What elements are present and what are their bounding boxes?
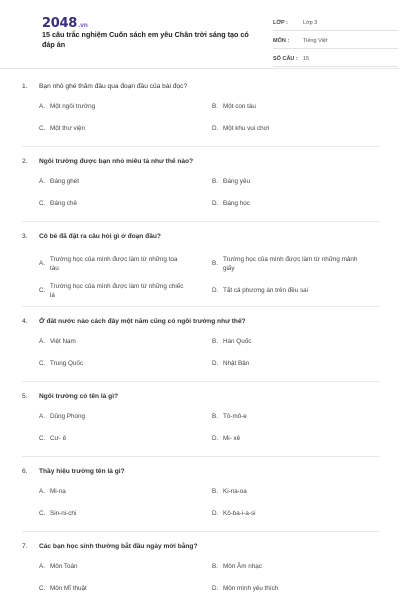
option-letter: D. [212, 360, 219, 367]
question-header [22, 390, 382, 410]
option-text: Kô-ba-i-a-si [223, 510, 256, 517]
meta-value: Lớp 3 [303, 20, 318, 26]
option-letter: D. [212, 125, 219, 132]
option-letter: A. [39, 488, 45, 495]
option-text: Đáng chê [50, 200, 77, 207]
option-c[interactable] [22, 432, 195, 454]
option-a[interactable] [22, 100, 195, 122]
option-d[interactable] [195, 357, 368, 379]
option-text: Một ngôi trường [50, 103, 96, 110]
option-b[interactable] [195, 100, 368, 122]
option-b[interactable] [195, 250, 368, 277]
option-text: Trường học của mình được làm từ những toa tàu [50, 255, 178, 272]
option-letter: C. [39, 585, 46, 592]
header-divider [0, 68, 400, 69]
option-letter: B. [212, 488, 218, 495]
meta-value: Tiếng Việt [303, 38, 328, 44]
option-text: Môn mình yêu thích [223, 585, 279, 592]
option-text: Mi-na [50, 488, 66, 495]
option-text: Đáng yêu [223, 178, 250, 185]
logo-text: 2048 [42, 16, 77, 31]
option-text: Trung Quốc [50, 360, 84, 367]
meta-label: MÔN : [273, 38, 290, 44]
question-text: Ngôi trường được bạn nhỏ miêu tả như thế nào? [39, 158, 194, 165]
meta-label: SỐ CÂU : [273, 56, 298, 62]
option-b[interactable] [195, 560, 368, 582]
question-6 [22, 465, 382, 532]
option-text: Đáng ghét [50, 178, 80, 185]
option-letter: A. [39, 103, 45, 110]
option-text: Tô-mô-e [223, 413, 247, 420]
option-text: Một con tàu [223, 103, 256, 110]
option-letter: D. [212, 585, 219, 592]
option-letter: A. [39, 260, 45, 267]
question-7 [22, 540, 382, 600]
question-list [22, 80, 382, 600]
site-logo[interactable] [42, 16, 88, 31]
option-letter: C. [39, 360, 46, 367]
option-c[interactable] [22, 507, 195, 529]
option-c[interactable] [22, 277, 195, 304]
question-number: 6. [22, 468, 28, 475]
option-text: Môn Âm nhạc [223, 563, 262, 570]
option-text: Trường học của mình được làm từ những mảnh giấy [223, 255, 358, 272]
question-divider [22, 306, 380, 307]
option-letter: D. [212, 435, 219, 442]
logo-suffix: .vn [77, 22, 88, 29]
options [22, 335, 382, 379]
question-text: Ở đất nước nào cách đây một năm cũng có ngôi trường như thế? [39, 318, 246, 325]
option-text: Việt Nam [50, 338, 76, 345]
option-text: Mi- xê [223, 435, 241, 442]
option-letter: B. [212, 178, 218, 185]
option-d[interactable] [195, 582, 368, 600]
question-header [22, 230, 382, 250]
option-letter: A. [39, 338, 45, 345]
option-text: Một thư viện [50, 125, 86, 132]
question-text: Bạn nhỏ ghé thăm đâu qua đoạn đầu của bài đọc? [39, 83, 188, 90]
option-a[interactable] [22, 250, 195, 277]
option-b[interactable] [195, 175, 368, 197]
question-header [22, 540, 382, 560]
question-number: 4. [22, 318, 28, 325]
question-5 [22, 390, 382, 457]
option-b[interactable] [195, 485, 368, 507]
option-letter: D. [212, 200, 219, 207]
options [22, 100, 382, 144]
option-b[interactable] [195, 410, 368, 432]
option-letter: A. [39, 178, 45, 185]
meta-row-subject [273, 34, 398, 49]
question-divider [22, 381, 380, 382]
question-header [22, 155, 382, 175]
option-letter: D. [212, 510, 219, 517]
option-letter: C. [39, 435, 46, 442]
question-divider [22, 456, 380, 457]
option-letter: B. [212, 103, 218, 110]
option-d[interactable] [195, 432, 368, 454]
question-text: Ngôi trường có tên là gì? [39, 393, 119, 400]
option-letter: A. [39, 413, 45, 420]
meta-value: 15 [303, 56, 310, 62]
question-3 [22, 230, 382, 307]
question-text: Các bạn học sinh thường bắt đầu ngày mới bằng? [39, 543, 198, 550]
meta-label: LỚP : [273, 20, 288, 26]
question-number: 1. [22, 83, 28, 90]
question-number: 5. [22, 393, 28, 400]
option-text: Môn Toán [50, 563, 78, 570]
option-letter: A. [39, 563, 45, 570]
option-text: Tất cả phương án trên đều sai [223, 287, 309, 294]
option-a[interactable] [22, 410, 195, 432]
option-letter: C. [39, 287, 46, 294]
options [22, 175, 382, 219]
question-4 [22, 315, 382, 382]
option-a[interactable] [22, 485, 195, 507]
meta-row-class [273, 16, 398, 31]
question-text: Thầy hiệu trưởng tên là gì? [39, 468, 125, 475]
question-number: 7. [22, 543, 28, 550]
option-text: Một khu vui chơi [223, 125, 270, 132]
option-text: Cư- ê [50, 435, 67, 442]
options [22, 560, 382, 600]
option-d[interactable] [195, 277, 368, 304]
option-letter: D. [212, 287, 219, 294]
options [22, 410, 382, 454]
question-divider [22, 221, 380, 222]
option-c[interactable] [22, 122, 195, 144]
option-d[interactable] [195, 122, 368, 144]
option-d[interactable] [195, 197, 368, 219]
option-letter: C. [39, 125, 46, 132]
question-text: Cô bé đã đặt ra câu hỏi gì ở đoạn đầu? [39, 233, 161, 240]
page-title: 15 câu trắc nghiệm Cuốn sách em yêu Chân trời sáng tạo có đáp án [42, 30, 249, 49]
question-header [22, 465, 382, 485]
option-c[interactable] [22, 197, 195, 219]
question-divider [22, 531, 380, 532]
question-divider [22, 146, 380, 147]
option-text: Dũng Phong [50, 413, 86, 420]
question-number: 3. [22, 233, 28, 240]
option-letter: C. [39, 510, 46, 517]
option-text: Nhật Bản [223, 360, 250, 367]
question-number: 2. [22, 158, 28, 165]
question-header [22, 315, 382, 335]
option-a[interactable] [22, 560, 195, 582]
options [22, 485, 382, 529]
option-text: Môn Mĩ thuật [50, 585, 87, 592]
option-c[interactable] [22, 357, 195, 379]
options [22, 250, 382, 304]
header [20, 0, 382, 70]
option-letter: B. [212, 413, 218, 420]
option-text: Ki-na-oa [223, 488, 247, 495]
question-2 [22, 155, 382, 222]
option-text: Hàn Quốc [223, 338, 252, 345]
option-text: Trường học của mình được làm từ những chiếc lá [50, 282, 184, 299]
option-d[interactable] [195, 507, 368, 529]
option-a[interactable] [22, 335, 195, 357]
option-b[interactable] [195, 335, 368, 357]
option-text: Đáng học [223, 200, 250, 207]
option-letter: B. [212, 563, 218, 570]
question-1 [22, 80, 382, 147]
option-letter: C. [39, 200, 46, 207]
question-header [22, 80, 382, 100]
option-letter: B. [212, 260, 218, 267]
quiz-meta [273, 16, 398, 70]
option-text: Sin-ni-chi [50, 510, 77, 517]
meta-row-count [273, 52, 398, 67]
option-c[interactable] [22, 582, 195, 600]
option-letter: B. [212, 338, 218, 345]
option-a[interactable] [22, 175, 195, 197]
